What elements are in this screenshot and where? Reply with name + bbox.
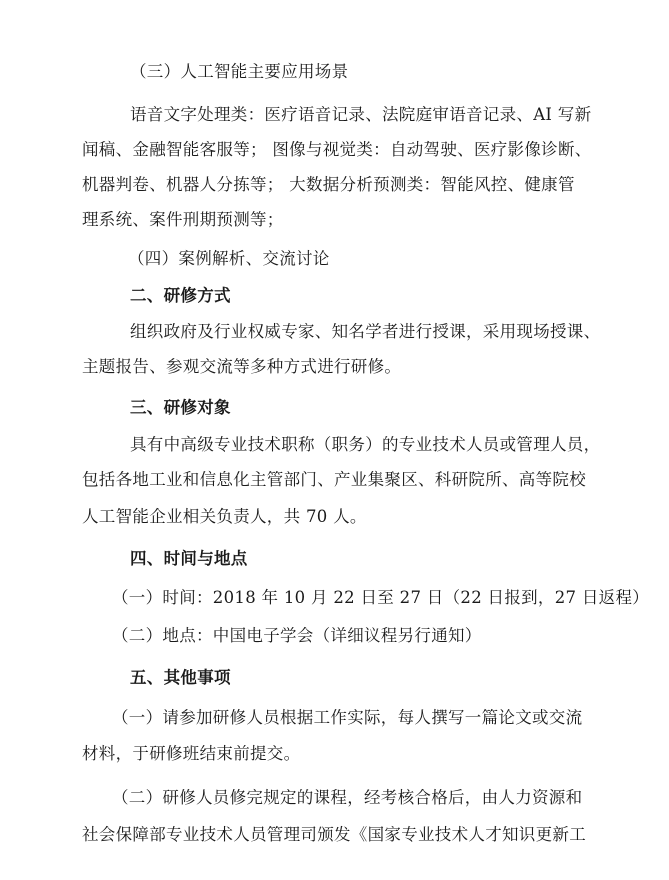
paragraph-line: 具有中高级专业技术职称（职务）的专业技术人员或管理人员， <box>130 435 601 454</box>
paragraph-line: 社会保障部专业技术人员管理司颁发《国家专业技术人才知识更新工 <box>82 825 586 844</box>
subsection-heading-case-analysis: （四）案例解析、交流讨论 <box>128 249 330 268</box>
paragraph-line: 语音文字处理类：医疗语音记录、法院庭审语音记录、AI 写新 <box>130 105 592 124</box>
paragraph-line-time: （一）时间：2018 年 10 月 22 日至 27 日（22 日报到，27 日返程） <box>112 588 650 607</box>
paragraph-line: 组织政府及行业权威专家、知名学者进行授课，采用现场授课、 <box>130 322 601 341</box>
paragraph-line: 主题报告、参观交流等多种方式进行研修。 <box>82 357 402 376</box>
paragraph-line: （二）研修人员修完规定的课程，经考核合格后，由人力资源和 <box>112 788 583 807</box>
section-heading-study-participants: 三、研修对象 <box>130 398 231 417</box>
paragraph-line: 材料，于研修班结束前提交。 <box>82 744 301 763</box>
subsection-heading-application-scenarios: （三）人工智能主要应用场景 <box>130 62 349 81</box>
section-heading-time-place: 四、时间与地点 <box>130 549 248 568</box>
paragraph-line: 包括各地工业和信息化主管部门、产业集聚区、科研院所、高等院校 <box>82 470 586 489</box>
paragraph-line: 机器判卷、机器人分拣等； 大数据分析预测类：智能风控、健康管 <box>82 175 575 194</box>
paragraph-line: （一）请参加研修人员根据工作实际，每人撰写一篇论文或交流 <box>112 708 583 727</box>
paragraph-line: 闻稿、金融智能客服等； 图像与视觉类：自动驾驶、医疗影像诊断、 <box>82 140 592 159</box>
paragraph-line-location: （二）地点：中国电子学会（详细议程另行通知） <box>112 626 482 645</box>
paragraph-line: 人工智能企业相关负责人，共 70 人。 <box>82 507 367 526</box>
section-heading-other-matters: 五、其他事项 <box>130 668 231 687</box>
section-heading-study-method: 二、研修方式 <box>130 286 231 305</box>
paragraph-line: 理系统、案件刑期预测等； <box>82 210 284 229</box>
